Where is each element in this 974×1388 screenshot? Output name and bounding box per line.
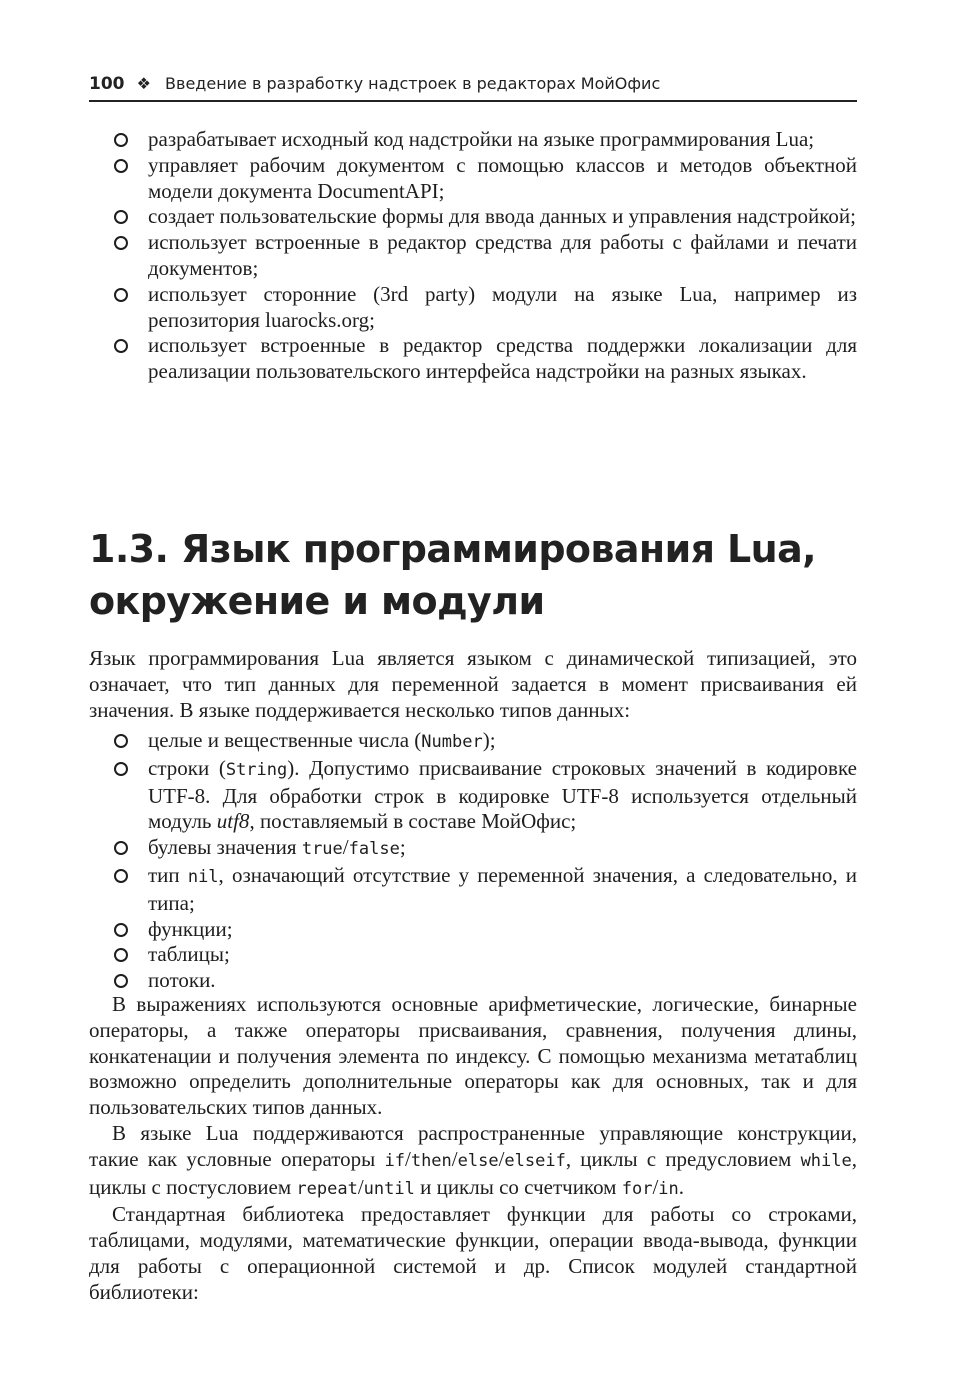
bullet-icon <box>114 923 128 937</box>
list-item: потоки. <box>89 968 857 994</box>
section-title-line-1: 1.3. Язык программирования Lua, <box>89 527 816 571</box>
paragraph-control-structures: В языке Lua поддерживаются распространенные управляющие конструкции, такие как условные операторы if/then/else/elseif, циклы с предусловием while, циклы с постусловием repeat/until и циклы со счетчиком for/in. <box>89 1120 857 1199</box>
bullet-icon <box>114 974 128 988</box>
list-item: целые и вещественные числа (Number); <box>89 728 857 756</box>
bullet-icon <box>114 762 128 776</box>
paragraph-operators: В выражениях используются основные арифметические, логические, бинарные операторы, а также операторы присваивания, сравнения, получения длины, конкатенации и получения элемента по индексу. С помощью механизма метатаблиц возможно определить дополнительные операторы как для основных, так и для пользовательских типов данных. <box>89 992 857 1120</box>
list-item: тип nil, означающий отсутствие у переменной значения, а следовательно, и типа; <box>89 863 857 917</box>
body-paragraphs <box>89 992 857 1306</box>
bullet-icon <box>114 210 128 224</box>
code-nil: nil <box>187 866 219 887</box>
bullet-icon <box>114 734 128 748</box>
list-item: функции; <box>89 917 857 943</box>
ornament-icon: ❖ <box>136 74 151 93</box>
code-true: true <box>301 839 343 860</box>
list-item: булевы значения true/false; <box>89 835 857 863</box>
list-item: таблицы; <box>89 942 857 968</box>
bullet-icon <box>114 288 128 302</box>
bullet-icon <box>114 133 128 147</box>
list-item: использует сторонние (3rd party) модули на языке Lua, например из репозитория luarocks.org; <box>89 282 857 334</box>
running-header <box>89 70 857 102</box>
list-item: использует встроенные в редактор средства для работы с файлами и печати документов; <box>89 230 857 282</box>
bullet-icon <box>114 339 128 353</box>
list-item: использует встроенные в редактор средства поддержки локализации для реализации пользовательского интерфейса надстройки на разных языках. <box>89 333 857 385</box>
bullet-icon <box>114 841 128 855</box>
list-item: управляет рабочим документом с помощью классов и методов объектной модели документа DocumentAPI; <box>89 153 857 205</box>
list-item: создает пользовательские формы для ввода данных и управления надстройкой; <box>89 204 857 230</box>
code-number: Number <box>421 732 483 752</box>
paragraph-standard-library: Стандартная библиотека предоставляет функции для работы со строками, таблицами, модулями, математические функции, операции ввода-вывода, функции для работы с операционной системой и др. Список модулей стандартной библиотеки: <box>89 1202 857 1304</box>
bullet-icon <box>114 948 128 962</box>
page-number: 100 <box>89 74 125 94</box>
section-heading <box>89 523 857 627</box>
module-name: utf8 <box>216 809 250 834</box>
code-false: false <box>348 839 400 860</box>
bullet-icon <box>114 869 128 883</box>
code-string: String <box>225 759 288 780</box>
running-title: Введение в разработку надстроек в редакторах МойОфис <box>165 74 661 93</box>
section-title-line-2: окружение и модули <box>89 579 545 623</box>
bullet-list-types <box>89 728 857 994</box>
bullet-icon <box>114 236 128 250</box>
bullet-icon <box>114 159 128 173</box>
list-item: разрабатывает исходный код надстройки на языке программирования Lua; <box>89 127 857 153</box>
intro-paragraph: Язык программирования Lua является языком с динамической типизацией, это означает, что тип данных для переменной задается в момент присваивания ей значения. В языке поддерживается несколько типов данных: <box>89 646 857 722</box>
bullet-list-capabilities <box>89 127 857 385</box>
list-item: строки (String). Допустимо присваивание строковых значений в кодировке UTF-8. Для обработки строк в кодировке UTF-8 используется отдельный модуль utf8, поставляемый в составе МойОфис; <box>89 756 857 835</box>
